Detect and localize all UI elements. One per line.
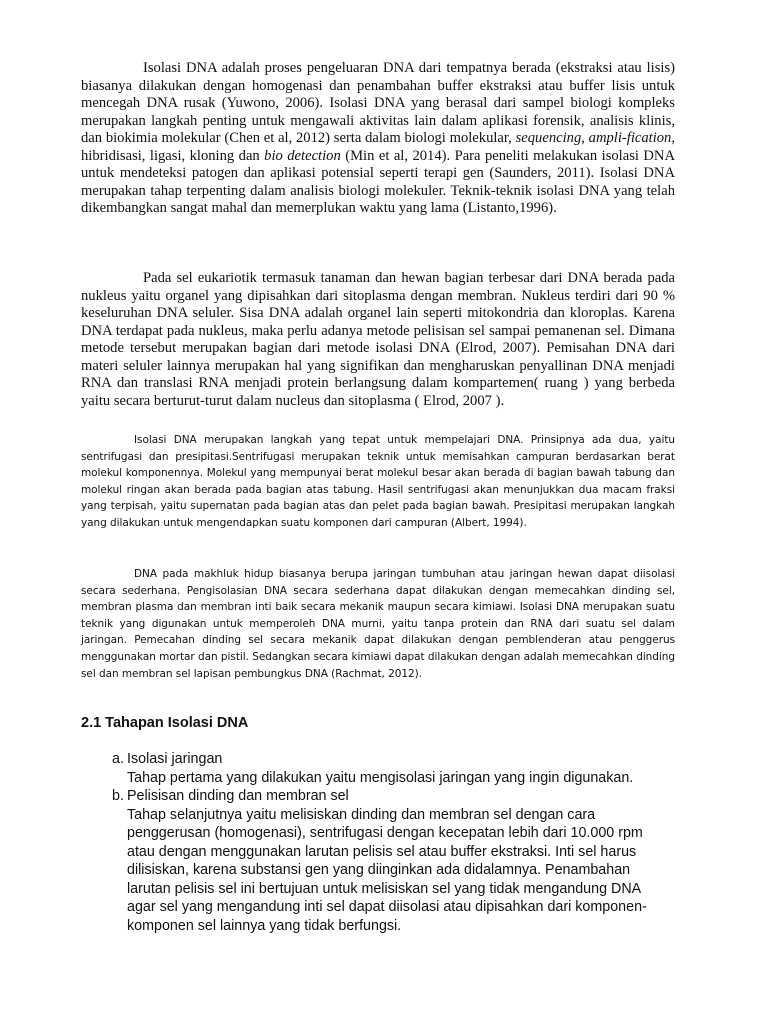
p1-segment: (Min et al, 2014). Para peneliti melakukan isolasi DNA untuk mendeteksi patogen dan aplikasi potensial seperti terapi gen (Saunders, 2011). Isolasi DNA merupakan tahap terpenting dalam analisis biologi molekuler. Teknik-teknik isolasi DNA yang telah dikembangkan sangat mahal dan memerplukan waktu yang lama (Listanto,1996). <box>81 147 675 216</box>
list-item-title: Isolasi jaringan <box>127 751 223 767</box>
list-item <box>112 787 667 935</box>
p1-segment: Isolasi DNA adalah proses pengeluaran DNA dari tempatnya berada (ekstraksi atau lisis) biasanya dilakukan dengan homogenasi dan penambahan buffer ekstraksi atau buffer lisis untuk mencegah DNA rusak (Yuwono, 2006). Isolasi DNA yang berasal dari sampel biologi kompleks merupakan langkah penting untuk mengawali aktivitas lain dalam aplikasi forensik, analisis klinis, dan biokimia molekular (Chen et al, 2012) serta dalam biologi molekular, <box>81 60 675 146</box>
steps-list <box>112 750 667 935</box>
paragraph-dna-makhluk-hidup: DNA pada makhluk hidup biasanya berupa jaringan tumbuhan atau jaringan hewan dapat diisolasi secara sederhana. Pengisolasian DNA secara sederhana dapat dilakukan dengan memecahkan dinding sel, membran plasma dan membran inti baik secara mekanik maupun secara kimiawi. Isolasi DNA merupakan suatu teknik yang digunakan untuk memperoleh DNA murni, yaitu tanpa protein dan RNA dari suatu sel dalam jaringan. Pemecahan dinding sel secara mekanik dapat dilakukan dengan pemblenderan atau penggerus menggunakan mortar dan pistil. Sedangkan secara kimiawi dapat dilakukan dengan adalah memecahkan dinding sel dan membran sel lapisan pembungkus DNA (Rachmat, 2012). <box>81 568 675 680</box>
list-item-body <box>127 787 667 935</box>
p1-segment: , <box>581 130 589 146</box>
list-item <box>112 750 667 787</box>
p1-segment-italic: ampli-fication <box>588 130 672 146</box>
list-item-description: Tahap pertama yang dilakukan yaitu mengisolasi jaringan yang ingin digunakan. <box>127 769 634 786</box>
p1-segment-italic: sequencing <box>515 130 582 146</box>
p1-segment: , hibridisasi, ligasi, kloning dan <box>81 130 676 164</box>
paragraph-sentrifugasi: Isolasi DNA merupakan langkah yang tepat untuk mempelajari DNA. Prinsipnya ada dua, yaitu sentrifugasi dan presipitasi.Sentrifugasi merupakan teknik untuk memisahkan campuran berdasarkan berat molekul komponennya. Molekul yang mempunyai berat molekul besar akan berada di bagian bawah tabung dan molekul ringan akan berada pada bagian atas tabung. Hasil sentrifugasi akan menunjukkan dua macam fraksi yang terpisah, yaitu supernatan pada bagian atas dan pelet pada bagian bawah. Presipitasi merupakan langkah yang dilakukan untuk mengendapkan suatu komponen dari campuran (Albert, 1994). <box>81 434 675 529</box>
paragraph-isolasi-dna-intro <box>81 60 675 218</box>
list-item-description: Tahap selanjutnya yaitu melisiskan dinding dan membran sel dengan cara penggerusan (homogenasi), sentrifugasi dengan kecepatan lebih dari 10.000 rpm atau dengan menggunakan larutan pelisis sel atau buffer ekstraksi. Inti sel harus dilisiskan, karena substansi gen yang diinginkan ada didalamnya. Penambahan larutan pelisis sel ini bertujuan untuk melisiskan sel yang tidak mengandung DNA agar sel yang mengandung inti sel dapat diisolasi atau dipisahkan dari komponen-komponen sel lainnya yang tidak berfungsi. <box>127 806 647 934</box>
list-marker: a. <box>112 751 124 767</box>
paragraph-eukariotik: Pada sel eukariotik termasuk tanaman dan hewan bagian terbesar dari DNA berada pada nukleus yaitu organel yang dipisahkan dari sitoplasma dengan membran. Nukleus terdiri dari 90 % keseluruhan DNA seluler. Sisa DNA adalah organel lain seperti mitokondria dan kloroplas. Karena DNA terdapat pada nukleus, maka perlu adanya metode pelisisan sel sampai pemanenan sel. Dimana metode tersebut merupakan bagian dari metode isolasi DNA (Elrod, 2007). Pemisahan DNA dari materi seluler lainnya merupakan hal yang signifikan dan mengharuskan penyallinan DNA menjadi RNA dan translasi RNA menjadi protein berlangsung dalam kompartemen( ruang ) yang berbeda yaitu secara berturut-turut dalam nucleus dan sitoplasma ( Elrod, 2007 ). <box>81 270 675 409</box>
list-marker: b. <box>112 788 124 804</box>
list-item-title: Pelisisan dinding dan membran sel <box>127 788 349 804</box>
section-heading: 2.1 Tahapan Isolasi DNA <box>81 715 249 731</box>
p1-segment-italic: bio detection <box>264 147 341 164</box>
list-item-body <box>127 750 667 787</box>
